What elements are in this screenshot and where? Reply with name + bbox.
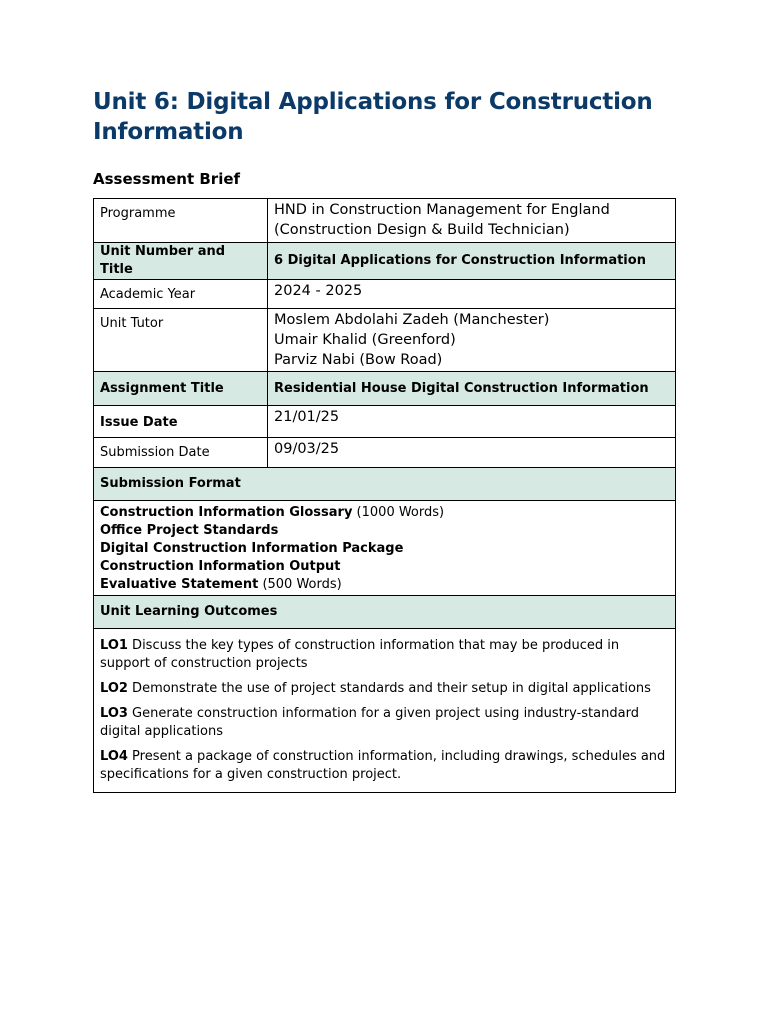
learning-outcomes-list [94,629,676,793]
format-item: Office Project Standards [100,522,279,538]
submission-format-header-row [94,468,676,501]
academic-year-value: 2024 - 2025 [268,280,676,309]
format-item: Construction Information Glossary (1000 Words) [100,504,445,520]
format-item: Construction Information Output [100,558,341,574]
assessment-brief-heading: Assessment Brief [93,170,241,188]
tutor-name: Parviz Nabi (Bow Road) [274,352,443,368]
assignment-title-label: Assignment Title [94,372,268,406]
unit-tutor-row [94,309,676,372]
submission-date-value: 09/03/25 [268,438,676,468]
unit-tutor-label: Unit Tutor [94,309,268,372]
issue-date-value: 21/01/25 [268,406,676,438]
academic-year-label: Academic Year [94,280,268,309]
submission-date-label: Submission Date [94,438,268,468]
unit-label: Unit Number and Title [94,243,268,280]
assignment-title-row [94,372,676,406]
learning-outcomes-label: Unit Learning Outcomes [94,596,676,629]
submission-format-row [94,501,676,596]
academic-year-row [94,280,676,309]
unit-tutor-value [268,309,676,372]
assignment-title-value: Residential House Digital Construction Information [268,372,676,406]
programme-line: HND in Construction Management for England [274,202,610,218]
tutor-name: Moslem Abdolahi Zadeh (Manchester) [274,312,550,328]
issue-date-row [94,406,676,438]
learning-outcomes-header-row [94,596,676,629]
learning-outcomes-row [94,629,676,793]
learning-outcome: LO2 Demonstrate the use of project standards and their setup in digital applications [100,681,651,696]
learning-outcome: LO3 Generate construction information for a given project using industry-standard digital applications [100,706,639,739]
submission-format-label: Submission Format [94,468,676,501]
programme-value [268,199,676,243]
page-title: Unit 6: Digital Applications for Construction Information [93,89,653,145]
learning-outcome: LO1 Discuss the key types of construction information that may be produced in support of construction projects [100,638,620,671]
tutor-name: Umair Khalid (Greenford) [274,332,456,348]
assessment-brief-table [93,198,676,793]
learning-outcome: LO4 Present a package of construction information, including drawings, schedules and specifications for a given construction project. [100,749,666,782]
submission-format-list [94,501,676,596]
programme-row [94,199,676,243]
unit-value: 6 Digital Applications for Construction Information [268,243,676,280]
format-item: Evaluative Statement (500 Words) [100,576,342,592]
format-item: Digital Construction Information Package [100,540,404,556]
submission-date-row [94,438,676,468]
unit-row [94,243,676,280]
programme-line: (Construction Design & Build Technician) [274,222,570,238]
programme-label: Programme [94,199,268,243]
issue-date-label: Issue Date [94,406,268,438]
